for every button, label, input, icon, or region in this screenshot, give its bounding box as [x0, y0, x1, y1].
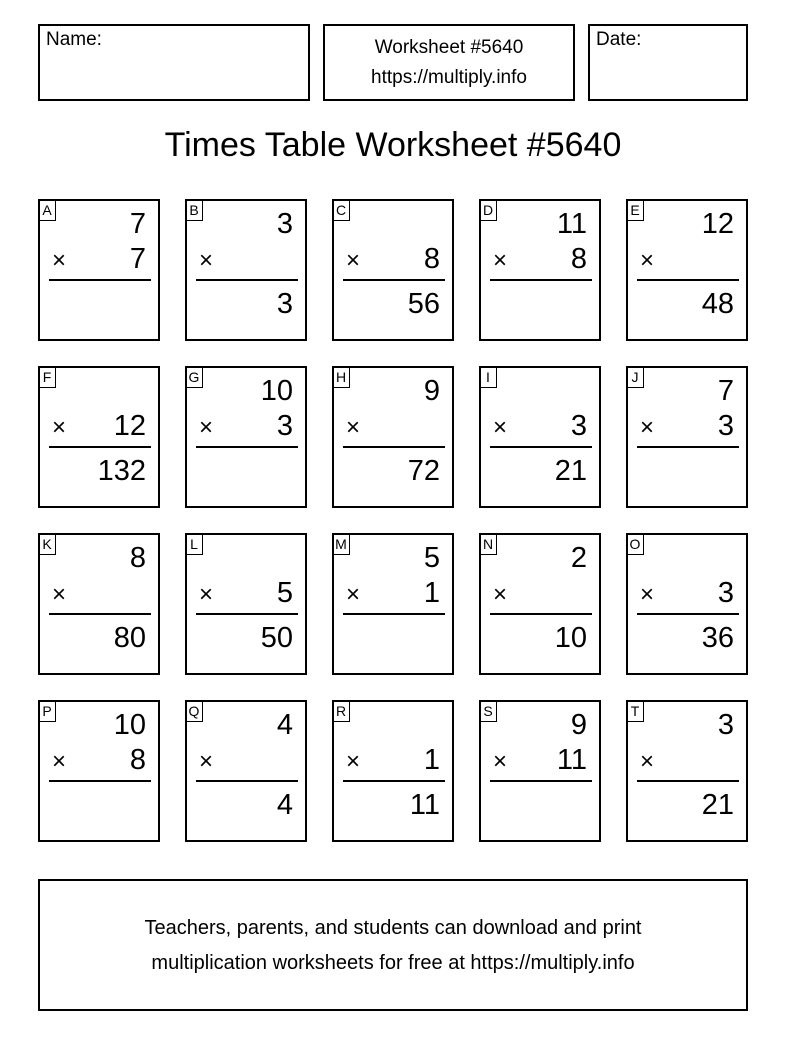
problem-letter: I	[479, 366, 497, 388]
bottom-number: 1	[423, 744, 440, 776]
bottom-number: 3	[717, 577, 734, 609]
problem-card	[479, 700, 601, 842]
problem-card	[332, 366, 454, 508]
times-sign: ×	[493, 581, 508, 608]
problem-letter: T	[626, 700, 644, 722]
answer-number: 10	[554, 622, 587, 654]
answer-line	[490, 279, 592, 281]
problem-letter: F	[38, 366, 56, 388]
footer-line-1: Teachers, parents, and students can download and print	[144, 917, 642, 939]
times-sign: ×	[640, 414, 655, 441]
answer-number: 11	[409, 789, 440, 821]
page-title: Times Table Worksheet #5640	[164, 126, 622, 164]
name-label: Name:	[46, 29, 102, 50]
answer-number: 50	[260, 622, 293, 654]
bottom-number: 7	[129, 243, 146, 275]
problem-letter: J	[626, 366, 644, 388]
bottom-number: 12	[113, 410, 146, 442]
times-sign: ×	[199, 247, 214, 274]
times-sign: ×	[493, 414, 508, 441]
answer-line	[196, 613, 298, 615]
bottom-number: 11	[556, 744, 587, 776]
problem-card	[38, 199, 160, 341]
answer-line	[196, 780, 298, 782]
times-sign: ×	[493, 748, 508, 775]
problem-letter: A	[38, 199, 56, 221]
answer-line	[49, 446, 151, 448]
top-number: 3	[276, 208, 293, 240]
problem-letter: G	[185, 366, 203, 388]
problem-letter: N	[479, 533, 497, 555]
answer-number: 21	[701, 789, 734, 821]
answer-line	[196, 446, 298, 448]
footer-box	[38, 879, 748, 1011]
problem-card	[332, 700, 454, 842]
answer-line	[343, 446, 445, 448]
times-sign: ×	[199, 748, 214, 775]
answer-number: 132	[97, 455, 146, 487]
problem-card	[332, 199, 454, 341]
answer-line	[49, 780, 151, 782]
answer-number: 3	[276, 288, 293, 320]
answer-line	[637, 780, 739, 782]
bottom-number: 8	[423, 243, 440, 275]
problem-card	[626, 199, 748, 341]
problem-card	[38, 533, 160, 675]
top-number: 4	[276, 709, 293, 741]
top-number: 11	[556, 208, 587, 240]
problem-card	[185, 366, 307, 508]
top-number: 3	[717, 709, 734, 741]
bottom-number: 3	[276, 410, 293, 442]
times-sign: ×	[199, 581, 214, 608]
top-number: 8	[129, 542, 146, 574]
answer-line	[196, 279, 298, 281]
times-sign: ×	[346, 581, 361, 608]
answer-line	[343, 613, 445, 615]
top-number: 9	[423, 375, 440, 407]
times-sign: ×	[640, 581, 655, 608]
answer-number: 21	[554, 455, 587, 487]
problem-card	[626, 533, 748, 675]
answer-line	[637, 613, 739, 615]
times-sign: ×	[52, 247, 67, 274]
problem-card	[479, 366, 601, 508]
answer-number: 80	[113, 622, 146, 654]
top-number: 12	[701, 208, 734, 240]
answer-number: 48	[701, 288, 734, 320]
bottom-number: 3	[570, 410, 587, 442]
problem-card	[185, 533, 307, 675]
problem-letter: C	[332, 199, 350, 221]
top-number: 5	[423, 542, 440, 574]
top-number: 7	[129, 208, 146, 240]
times-sign: ×	[52, 414, 67, 441]
bottom-number: 3	[717, 410, 734, 442]
date-label: Date:	[596, 29, 642, 50]
bottom-number: 5	[276, 577, 293, 609]
problem-card	[185, 199, 307, 341]
problem-letter: M	[332, 533, 350, 555]
problem-letter: H	[332, 366, 350, 388]
problem-letter: E	[626, 199, 644, 221]
problem-letter: R	[332, 700, 350, 722]
problem-letter: P	[38, 700, 56, 722]
problem-card	[38, 700, 160, 842]
answer-line	[49, 279, 151, 281]
answer-line	[637, 446, 739, 448]
answer-line	[49, 613, 151, 615]
problem-card	[38, 366, 160, 508]
footer-line-2: multiplication worksheets for free at https://multiply.info	[151, 952, 635, 974]
bottom-number: 1	[423, 577, 440, 609]
answer-number: 72	[407, 455, 440, 487]
bottom-number: 8	[129, 744, 146, 776]
problem-letter: K	[38, 533, 56, 555]
problem-letter: D	[479, 199, 497, 221]
top-number: 10	[113, 709, 146, 741]
bottom-number: 8	[570, 243, 587, 275]
times-sign: ×	[52, 748, 67, 775]
answer-number: 56	[407, 288, 440, 320]
answer-line	[343, 279, 445, 281]
answer-line	[343, 780, 445, 782]
problem-letter: Q	[185, 700, 203, 722]
problem-card	[626, 700, 748, 842]
times-sign: ×	[52, 581, 67, 608]
times-sign: ×	[640, 748, 655, 775]
problem-card	[626, 366, 748, 508]
problem-letter: S	[479, 700, 497, 722]
top-number: 7	[717, 375, 734, 407]
answer-line	[490, 446, 592, 448]
times-sign: ×	[346, 414, 361, 441]
times-sign: ×	[640, 247, 655, 274]
top-number: 9	[570, 709, 587, 741]
problem-card	[479, 199, 601, 341]
times-sign: ×	[346, 748, 361, 775]
problem-letter: L	[185, 533, 203, 555]
top-number: 10	[260, 375, 293, 407]
times-sign: ×	[199, 414, 214, 441]
problem-letter: O	[626, 533, 644, 555]
times-sign: ×	[493, 247, 508, 274]
answer-line	[490, 780, 592, 782]
problem-card	[185, 700, 307, 842]
answer-number: 4	[276, 789, 293, 821]
answer-line	[637, 279, 739, 281]
worksheet-number: Worksheet #5640	[374, 37, 524, 58]
worksheet-url: https://multiply.info	[371, 67, 527, 88]
top-number: 2	[570, 542, 587, 574]
answer-number: 36	[701, 622, 734, 654]
times-sign: ×	[346, 247, 361, 274]
problem-card	[479, 533, 601, 675]
problem-letter: B	[185, 199, 203, 221]
problem-card	[332, 533, 454, 675]
answer-line	[490, 613, 592, 615]
